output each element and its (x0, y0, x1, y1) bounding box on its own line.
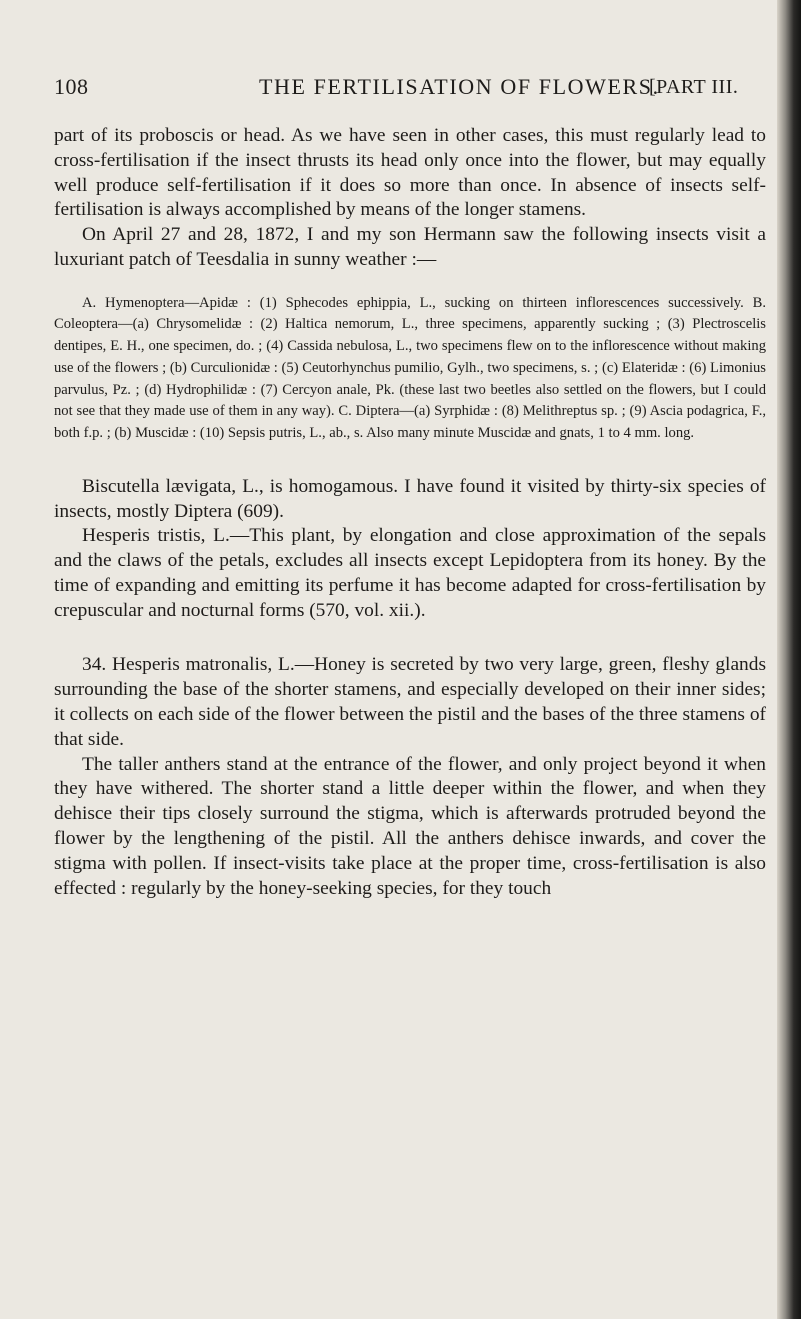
paragraph-biscutella: Biscutella lævigata, L., is homogamous. I have found it visited by thirty-six species of insects, mostly Diptera (609). (54, 475, 766, 522)
paragraph-proboscis: part of its proboscis or head. As we have seen in other cases, this must regularly lead to cross-fertilisation if the insect thrusts its head only once into the flower, but may equally well produce self-fertilisation if it does so more than once. In absence of insects self-fertilisation is always accomplished by means of the longer stamens. (54, 125, 766, 221)
page-header (54, 74, 766, 110)
paragraph-hesperis-matronalis: 34. Hesperis matronalis, L.—Honey is secreted by two very large, green, fleshy glands surrounding the base of the shorter stamens, and especially developed on their inner sides; it collects on each side of the flower between the pistil and the bases of the three stamens of that side. (54, 654, 766, 750)
paragraph-hesperis-tristis: Hesperis tristis, L.—This plant, by elongation and close approximation of the sepals and the claws of the petals, excludes all insects except Lepidoptera from its honey. By the time of expanding and emitting its perfume it has become adapted for cross-fertilisation by crepuscular and nocturnal forms (570, vol. xii.). (54, 525, 766, 621)
running-title: THE FERTILISATION OF FLOWERS. (259, 74, 660, 99)
page-body (54, 124, 766, 901)
part-marker: [PART III. (649, 76, 739, 98)
book-binding-edge (777, 0, 801, 1319)
paragraph-anthers: The taller anthers stand at the entrance of the flower, and only project beyond it when they have withered. The shorter stand a little deeper within the flower, and when they dehisce their tips closely surround the stigma, which is afterwards protruded beyond the flower by the lengthening of the pistil. All the anthers dehisce inwards, and cover the stigma with pollen. If insect-visits take place at the proper time, cross-fertilisation is also effected : regularly by the honey-seeking species, for they touch (54, 753, 766, 899)
page-number: 108 (54, 74, 89, 99)
paragraph-teesdalia-visitors-intro: On April 27 and 28, 1872, I and my son Hermann saw the following insects visit a luxuriant patch of Teesdalia in sunny weather :— (54, 224, 766, 270)
paragraph-insect-list: A. Hymenoptera—Apidæ : (1) Sphecodes ephippia, L., sucking on thirteen inflorescences successively. B. Coleoptera—(a) Chrysomelidæ : (2) Haltica nemorum, L., three specimens, apparently sucking ; (3) Plectroscelis dentipes, E. H., one specimen, do. ; (4) Cassida nebulosa, L., two specimens flew on to the inflorescence without making use of the flowers ; (b) Curculionidæ : (5) Ceutorhynchus pumilio, Gylh., two specimens, s. ; (c) Elateridæ : (6) Limonius parvulus, Pz. ; (d) Hydrophilidæ : (7) Cercyon anale, Pk. (these last two beetles also settled on the flowers, but I could not see that they made use of them in any way). C. Diptera—(a) Syrphidæ : (8) Melithreptus sp. ; (9) Ascia podagrica, F., both f.p. ; (b) Muscidæ : (10) Sepsis putris, L., ab., s. Also many minute Muscidæ and gnats, 1 to 4 mm. long. (54, 294, 766, 441)
